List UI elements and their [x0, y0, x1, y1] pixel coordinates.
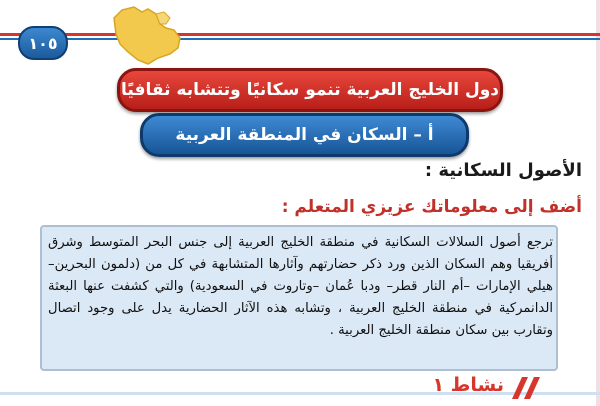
page-number: ١٠٥ — [18, 26, 68, 60]
gulf-map-icon — [108, 4, 186, 66]
section-title-banner: أ – السكان في المنطقة العربية — [140, 113, 469, 157]
header-red-line — [0, 33, 600, 36]
header-blue-line — [0, 38, 600, 40]
page-edge-strip — [596, 0, 600, 406]
subheading-add-info: أضف إلى معلوماتك عزيزي المتعلم : — [281, 197, 582, 217]
heading-population-origins: الأصول السكانية : — [424, 160, 582, 181]
activity-label: نشاط ١ — [432, 374, 504, 396]
info-paragraph: ترجع أصول السلالات السكانية في منطقة الخليج العربية إلى جنس البحر المتوسط وشرق أفريقيا وهم السكان الذين ورد ذكر حضارتهم وآثارها المتشابهة في كل من (دلمون البحرين–هيلي الإمارات –أم النار قطر– ودبا عُمان –وتاروت في السعودية) والتي كشفت عنها البعثة الدانمركية في منطقة الخليج العربية ، وتشابه هذه الآثار الحضارية يدل على وجود اتصال وتقارب بين سكان منطقة الخليج العربية . — [48, 235, 553, 338]
unit-title-banner: دول الخليج العربية تنمو سكانيًا وتتشابه ثقافيًا — [117, 68, 503, 112]
activity-slash-icon — [508, 375, 548, 401]
